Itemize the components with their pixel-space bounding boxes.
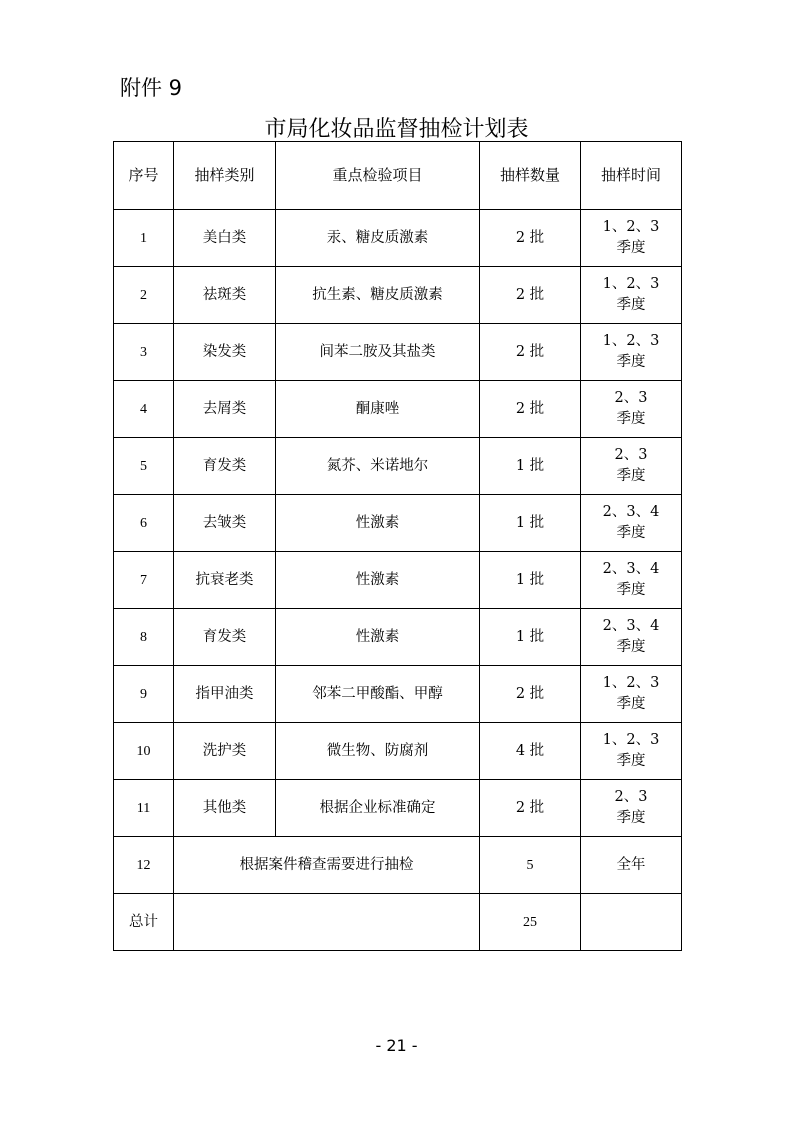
header-time: 抽样时间 [581,142,682,210]
row-time-quarters: 2、3 [614,447,648,463]
row-time-unit: 季度 [616,411,646,427]
row-serial: 7 [114,552,174,609]
header-test-items: 重点检验项目 [276,142,480,210]
row-quantity: 2 批 [480,666,581,723]
row-test-items: 汞、糖皮质激素 [276,210,480,267]
row-test-items: 抗生素、糖皮质激素 [276,267,480,324]
row-time-unit: 季度 [616,639,646,655]
row-quantity: 2 批 [480,381,581,438]
row-time [581,267,682,324]
row-time [581,438,682,495]
row-time [581,324,682,381]
row-test-items: 性激素 [276,495,480,552]
row-serial: 1 [114,210,174,267]
row-serial: 2 [114,267,174,324]
row-time-quarters: 1、2、3 [602,333,660,349]
row-quantity: 2 批 [480,267,581,324]
table-row [114,495,682,552]
table-row [114,324,682,381]
inspection-plan-table [113,141,682,951]
row-quantity: 1 批 [480,438,581,495]
row-time-quarters: 2、3 [614,789,648,805]
row-time [581,381,682,438]
header-quantity: 抽样数量 [480,142,581,210]
row-serial: 8 [114,609,174,666]
row-quantity: 4 批 [480,723,581,780]
row-quantity: 2 批 [480,324,581,381]
row-time-quarters: 1、2、3 [602,219,660,235]
attachment-label: 附件 9 [120,76,183,100]
page-number: - 21 - [375,1036,418,1055]
row-serial: 10 [114,723,174,780]
row-time-quarters: 1、2、3 [602,732,660,748]
table-row [114,438,682,495]
row-time-unit: 季度 [616,696,646,712]
row-category: 育发类 [174,609,276,666]
row-quantity: 1 批 [480,495,581,552]
row-time-unit: 季度 [616,354,646,370]
row-serial: 11 [114,780,174,837]
total-time-empty [581,894,682,951]
row-time: 全年 [581,837,682,894]
row-quantity: 1 批 [480,552,581,609]
row-category: 育发类 [174,438,276,495]
row-serial: 5 [114,438,174,495]
row-category: 去皱类 [174,495,276,552]
total-quantity: 25 [480,894,581,951]
row-time-quarters: 2、3、4 [602,618,660,634]
table-row-total [114,894,682,951]
row-serial: 3 [114,324,174,381]
row-time-unit: 季度 [616,297,646,313]
row-quantity: 2 批 [480,780,581,837]
table-row [114,609,682,666]
row-time-unit: 季度 [616,810,646,826]
row-category: 洗护类 [174,723,276,780]
row-case-description: 根据案件稽查需要进行抽检 [174,837,480,894]
row-test-items: 酮康唑 [276,381,480,438]
table-row [114,666,682,723]
row-category: 美白类 [174,210,276,267]
row-category: 其他类 [174,780,276,837]
row-test-items: 微生物、防腐剂 [276,723,480,780]
row-time [581,780,682,837]
table-row [114,780,682,837]
row-test-items: 氮芥、米诺地尔 [276,438,480,495]
row-test-items: 性激素 [276,552,480,609]
row-test-items: 根据企业标准确定 [276,780,480,837]
row-time-unit: 季度 [616,582,646,598]
row-test-items: 间苯二胺及其盐类 [276,324,480,381]
header-category: 抽样类别 [174,142,276,210]
row-category: 祛斑类 [174,267,276,324]
table-row [114,381,682,438]
table-row [114,723,682,780]
row-category: 指甲油类 [174,666,276,723]
table-header-row [114,142,682,210]
page-title: 市局化妆品监督抽检计划表 [264,117,529,142]
row-quantity: 1 批 [480,609,581,666]
row-time [581,666,682,723]
table-row [114,210,682,267]
row-serial: 9 [114,666,174,723]
row-serial: 6 [114,495,174,552]
row-time-quarters: 1、2、3 [602,276,660,292]
row-quantity: 5 [480,837,581,894]
header-serial: 序号 [114,142,174,210]
row-serial: 12 [114,837,174,894]
total-empty-cell [174,894,480,951]
row-time-unit: 季度 [616,240,646,256]
row-category: 染发类 [174,324,276,381]
row-serial: 4 [114,381,174,438]
row-category: 抗衰老类 [174,552,276,609]
row-time-quarters: 1、2、3 [602,675,660,691]
row-time-unit: 季度 [616,468,646,484]
table-row-case-inspection [114,837,682,894]
row-test-items: 性激素 [276,609,480,666]
row-quantity: 2 批 [480,210,581,267]
row-time [581,552,682,609]
row-time-unit: 季度 [616,753,646,769]
row-test-items: 邻苯二甲酸酯、甲醇 [276,666,480,723]
row-time [581,495,682,552]
row-time [581,609,682,666]
row-time-quarters: 2、3、4 [602,561,660,577]
row-time [581,723,682,780]
row-time-unit: 季度 [616,525,646,541]
row-time [581,210,682,267]
row-time-quarters: 2、3 [614,390,648,406]
row-time-quarters: 2、3、4 [602,504,660,520]
table-row [114,267,682,324]
row-category: 去屑类 [174,381,276,438]
table-row [114,552,682,609]
total-label: 总计 [114,894,174,951]
